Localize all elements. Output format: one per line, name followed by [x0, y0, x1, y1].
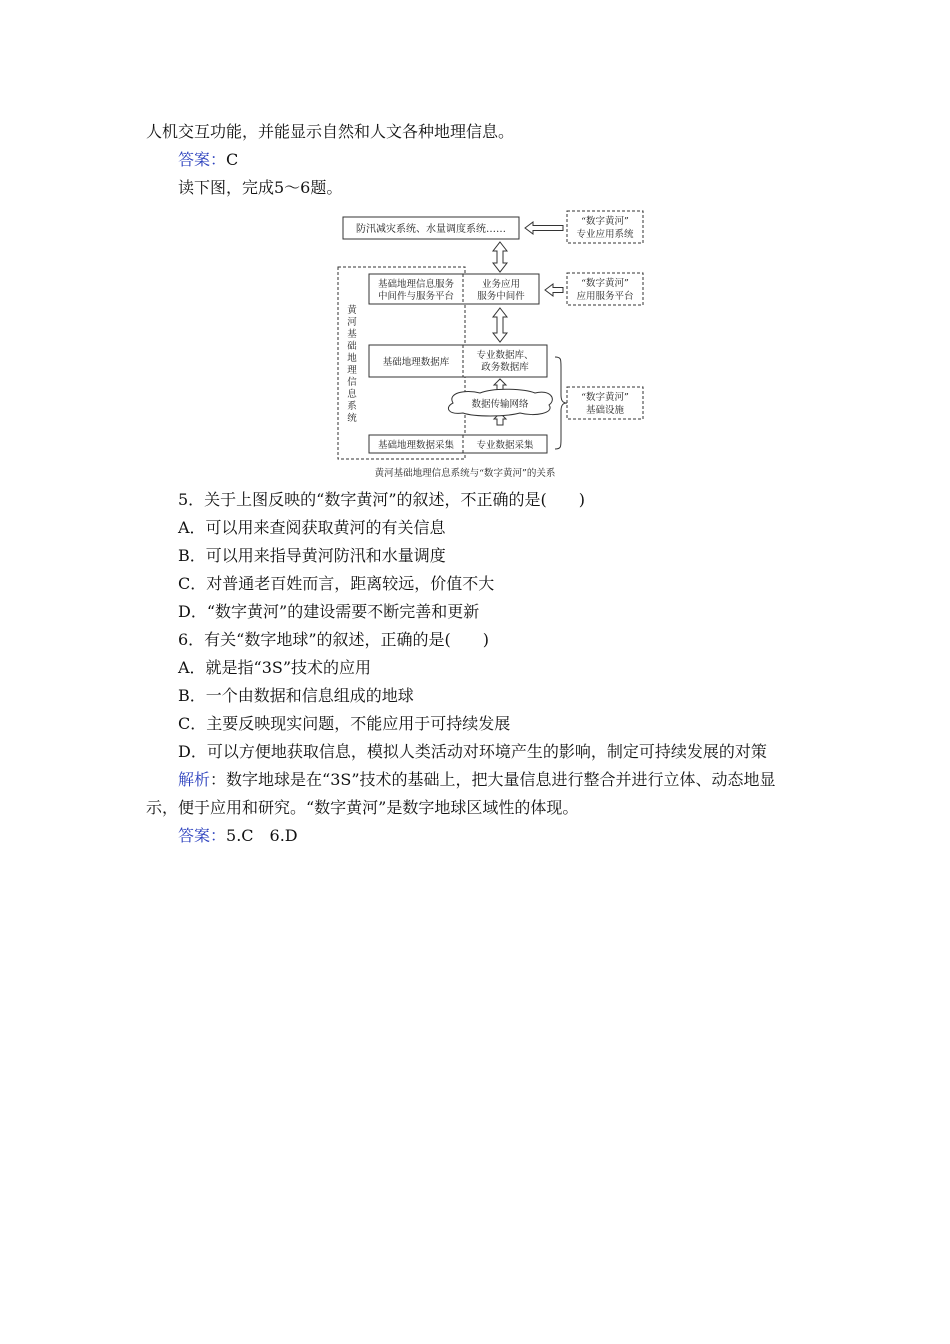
network-label: 数据传输网络	[471, 399, 529, 410]
box-top-text: 防汛减灾系统、水量调度系统……	[356, 224, 506, 235]
question-5-option-d: D．“数字黄河”的建设需要不断完善和更新	[178, 602, 480, 621]
middle-left-line2: 中间件与服务平台	[377, 291, 455, 302]
final-answer	[178, 826, 298, 846]
vertical-char: 信	[347, 377, 357, 388]
double-arrow-1	[493, 242, 507, 272]
question-5-option-c: C．对普通老百姓而言，距离较远，价值不大	[178, 574, 495, 593]
db-right-line2: 政务数据库	[481, 362, 529, 373]
vertical-char: 地	[347, 353, 357, 364]
question-6-option-c: C．主要反映现实问题，不能应用于可持续发展	[178, 714, 511, 733]
diagram-caption: 黄河基础地理信息系统与“数字黄河”的关系	[374, 468, 556, 479]
right-box-3-line2: 基础设施	[585, 405, 625, 416]
diagram	[335, 207, 647, 482]
arrow-left-2	[545, 284, 563, 296]
vertical-char: 河	[347, 317, 357, 328]
db-right-line1: 专业数据库、	[476, 350, 534, 361]
analysis-line-2: 示，便于应用和研究。“数字黄河”是数字地球区域性的体现。	[146, 798, 579, 817]
middle-right-line2: 服务中间件	[477, 291, 525, 302]
intro-line: 人机交互功能，并能显示自然和人文各种地理信息。	[146, 122, 515, 141]
question-6-option-a: A．就是指“3S”技术的应用	[178, 658, 372, 677]
arrow-left-1	[525, 222, 563, 234]
vertical-char: 基	[347, 329, 357, 340]
right-box-1-line1: “数字黄河”	[581, 216, 629, 227]
final-answer-value: 5.C 6.D	[226, 826, 298, 845]
db-left: 基础地理数据库	[382, 357, 450, 368]
vertical-char: 理	[347, 365, 357, 376]
question-6-stem: 6．有关“数字地球”的叙述，正确的是( )	[178, 630, 490, 649]
right-box-2-line2: 应用服务平台	[576, 291, 634, 302]
vertical-label	[347, 304, 357, 424]
analysis-line-1	[178, 770, 776, 790]
vertical-char: 黄	[347, 305, 357, 316]
bottom-right: 专业数据采集	[476, 440, 534, 451]
answer-label: 答案：	[178, 150, 227, 169]
brace	[555, 357, 567, 449]
question-5-option-b: B．可以用来指导黄河防汛和水量调度	[178, 546, 446, 565]
double-arrow-2	[493, 308, 507, 342]
bottom-left: 基础地理数据采集	[377, 440, 455, 451]
vertical-char: 统	[347, 413, 357, 424]
right-box-1-line2: 专业应用系统	[576, 229, 634, 240]
instruction: 读下图，完成5～6题。	[178, 178, 343, 197]
question-6-option-b: B．一个由数据和信息组成的地球	[178, 686, 414, 705]
vertical-char: 系	[347, 401, 357, 412]
vertical-char: 础	[347, 341, 357, 352]
answer-value: C	[226, 150, 239, 169]
middle-left-line1: 基础地理信息服务	[377, 279, 455, 290]
right-box-3-line1: “数字黄河”	[581, 392, 629, 403]
analysis-text: ：数字地球是在“3S”技术的基础上，把大量信息进行整合并进行立体、动态地显	[210, 770, 776, 789]
question-6-option-d: D．可以方便地获取信息，模拟人类活动对环境产生的影响，制定可持续发展的对策	[178, 742, 767, 761]
right-box-2-line1: “数字黄河”	[581, 278, 629, 289]
question-5-stem: 5．关于上图反映的“数字黄河”的叙述，不正确的是( )	[178, 490, 586, 509]
final-answer-label: 答案：	[178, 826, 227, 845]
question-5-option-a: A．可以用来查阅获取黄河的有关信息	[178, 518, 446, 537]
vertical-char: 息	[347, 389, 357, 400]
analysis-label: 解析	[178, 770, 211, 789]
middle-right-line1: 业务应用	[481, 279, 521, 290]
answer-1	[178, 150, 238, 170]
